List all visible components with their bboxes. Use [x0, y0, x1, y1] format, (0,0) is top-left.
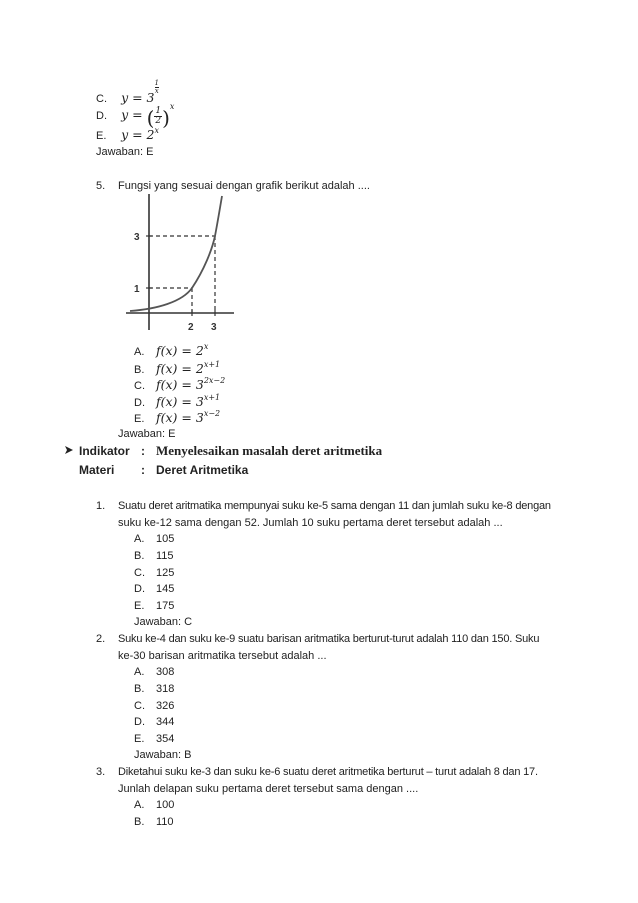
- question-number: 3.: [96, 766, 106, 778]
- fraction: [154, 107, 162, 126]
- option-row: [134, 600, 174, 612]
- option-value: 318: [156, 683, 175, 695]
- option-letter: A.: [134, 346, 145, 358]
- option-letter: A.: [134, 666, 145, 678]
- option-letter: D.: [134, 583, 145, 595]
- right-paren: ): [162, 106, 170, 130]
- option-value: 354: [156, 733, 175, 745]
- formula-exponent: x: [154, 126, 160, 135]
- answer: Jawaban: C: [134, 616, 193, 628]
- formula-exponent-fraction: [155, 80, 159, 95]
- formula-base: f(x) = 3: [156, 410, 204, 425]
- option-letter: D.: [134, 397, 145, 409]
- option-value: 105: [156, 533, 175, 545]
- q5-option-d: [134, 394, 220, 409]
- indikator-label: Indikator: [79, 444, 130, 458]
- formula-base: f(x) = 2: [156, 361, 204, 376]
- option-row: [134, 683, 174, 695]
- formula-exponent: x: [203, 342, 209, 351]
- option-letter: E.: [134, 413, 145, 425]
- option-letter: B.: [134, 683, 145, 695]
- option-row: [134, 583, 174, 595]
- option-formula: [156, 343, 208, 358]
- option-formula: [156, 377, 225, 392]
- q5-option-b: [134, 361, 220, 376]
- option-value: 125: [156, 567, 175, 579]
- formula-exponent: x+1: [203, 360, 221, 369]
- x-tick-label-3: 3: [211, 322, 217, 333]
- q5-graph: [112, 190, 242, 340]
- formula-base: y = 2: [121, 127, 155, 142]
- option-formula: [121, 102, 175, 130]
- option-formula: [156, 361, 220, 376]
- fraction-denominator: 2: [155, 116, 162, 126]
- fraction-numerator: 1: [155, 106, 162, 116]
- formula-base: f(x) = 3: [156, 377, 204, 392]
- option-row: [134, 700, 174, 712]
- option-row: [134, 550, 174, 562]
- indikator-colon: :: [141, 444, 145, 458]
- q5-option-c: [134, 377, 225, 392]
- question-text-line: Junlah delapan suku pertama deret tersebut sama dengan ....: [118, 783, 419, 795]
- exponent-denominator: x: [154, 87, 159, 95]
- q5-text: Fungsi yang sesuai dengan grafik berikut adalah ....: [118, 180, 370, 192]
- question-text-line: suku ke-12 sama dengan 52. Jumlah 10 suku pertama deret tersebut adalah ...: [118, 517, 503, 529]
- option-value: 308: [156, 666, 175, 678]
- option-letter: B.: [134, 816, 145, 828]
- answer: Jawaban: B: [134, 749, 192, 761]
- materi-label: Materi: [79, 463, 115, 477]
- indikator-value: Menyelesaikan masalah deret aritmetika: [156, 443, 383, 458]
- formula-base: y = 3: [121, 90, 155, 105]
- option-letter: D.: [134, 716, 145, 728]
- question-number: 1.: [96, 500, 106, 512]
- option-value: 100: [156, 799, 175, 811]
- option-row: [134, 799, 174, 811]
- option-letter: B.: [134, 550, 145, 562]
- materi-colon: :: [141, 463, 145, 477]
- option-formula: [121, 127, 159, 142]
- formula-base: f(x) = 3: [156, 394, 204, 409]
- arrow-bullet-icon: [64, 445, 74, 455]
- option-letter: C.: [96, 93, 107, 105]
- formula-exponent: 2x−2: [203, 376, 226, 385]
- option-value: 326: [156, 700, 175, 712]
- q5-number: 5.: [96, 180, 106, 192]
- option-value: 115: [156, 550, 174, 562]
- formula-base: y =: [121, 107, 143, 122]
- formula-exponent: x−2: [203, 409, 221, 418]
- option-letter: B.: [134, 364, 145, 376]
- option-value: 110: [156, 816, 174, 828]
- option-row: [134, 716, 174, 728]
- left-paren: (: [146, 106, 155, 130]
- option-letter: E.: [134, 733, 145, 745]
- option-letter: A.: [134, 799, 145, 811]
- formula-exponent: x: [169, 102, 175, 111]
- option-row: [134, 733, 174, 745]
- option-letter: D.: [96, 110, 107, 122]
- question-text-line: ke-30 barisan aritmatika tersebut adalah ...: [118, 650, 327, 662]
- question-text-line: Suku ke-4 dan suku ke-9 suatu barisan aritmatika berturut-turut adalah 110 dan 150. Suku: [118, 633, 540, 645]
- option-value: 344: [156, 716, 175, 728]
- exponential-curve: [130, 196, 222, 311]
- q5-answer: Jawaban: E: [118, 428, 176, 440]
- option-row: [134, 533, 174, 545]
- question-text-line: Diketahui suku ke-3 dan suku ke-6 suatu deret aritmetika berturut – turut adalah 8 dan 17.: [118, 766, 538, 778]
- q5-option-a: [134, 343, 208, 358]
- question-text-line: Suatu deret aritmatika mempunyai suku ke-5 sama dengan 11 dan jumlah suku ke-8 dengan: [118, 500, 551, 512]
- option-letter: A.: [134, 533, 145, 545]
- option-letter: E.: [134, 600, 145, 612]
- option-letter: C.: [134, 567, 145, 579]
- option-formula: [156, 394, 220, 409]
- q4-answer: Jawaban: E: [96, 146, 154, 158]
- y-tick-label-1: 1: [134, 284, 140, 295]
- option-value: 145: [156, 583, 175, 595]
- exponent-numerator: 1: [154, 79, 159, 87]
- materi-value: Deret Aritmetika: [156, 463, 249, 477]
- option-row: [134, 816, 174, 828]
- option-row: [134, 666, 174, 678]
- option-value: 175: [156, 600, 175, 612]
- option-letter: E.: [96, 130, 107, 142]
- question-number: 2.: [96, 633, 106, 645]
- option-letter: C.: [134, 700, 145, 712]
- option-row: [134, 567, 174, 579]
- option-formula: [156, 410, 220, 425]
- q5-option-e: [134, 410, 220, 425]
- option-letter: C.: [134, 380, 145, 392]
- arrow-bullet-icon: [64, 445, 74, 458]
- x-tick-label-2: 2: [188, 322, 194, 333]
- formula-exponent: x+1: [203, 393, 221, 402]
- q4-option-e: [96, 127, 159, 142]
- q4-option-d: [96, 102, 174, 130]
- y-tick-label-3: 3: [134, 232, 140, 243]
- formula-base: f(x) = 2: [156, 343, 204, 358]
